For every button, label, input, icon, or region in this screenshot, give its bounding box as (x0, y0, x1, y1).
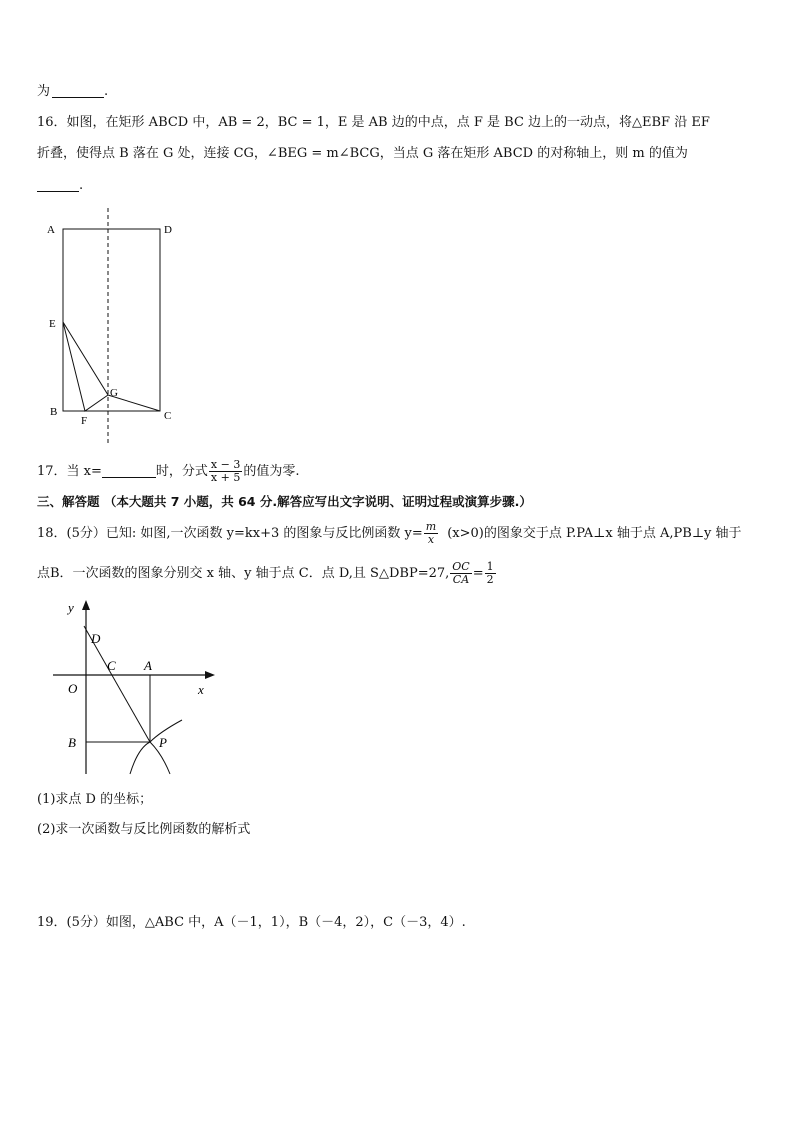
q18-line2-text: 点B．一次函数的图象分别交 x 轴、y 轴于点 C．点 D,且 S△DBP=27, (37, 566, 450, 581)
q15-tail (37, 82, 108, 102)
label-y: y (68, 600, 74, 615)
q18-part1: 18．(5分）已知: 如图,一次函数 y=kx+3 的图象与反比例函数 y= (37, 526, 423, 541)
q18-frac-half-num: 1 (486, 560, 494, 573)
q18-sub2: (2)求一次函数与反比例函数的解析式 (37, 822, 251, 837)
q18-line2 (37, 560, 497, 588)
q16-answer-blank (37, 177, 79, 192)
q18-frac-half-den: 2 (486, 573, 494, 586)
q17 (37, 458, 299, 486)
q17-frac-den: x + 5 (210, 471, 241, 484)
q18-frac-mx (424, 521, 438, 546)
q17-frac-num: x − 3 (210, 458, 241, 471)
q15-answer-blank (52, 83, 104, 98)
q16-line1: 16．如图，在矩形 ABCD 中，AB = 2，BC = 1，E 是 AB 边的中点，点 F 是 BC 边上的一动点，将△EBF 沿 EF (37, 115, 710, 130)
q18-equals: = (472, 566, 484, 581)
q18-frac-oc-ca (450, 561, 471, 586)
label-c: C (164, 410, 172, 422)
q17-suffix: 的值为零. (243, 464, 300, 479)
rectangle-abcd (63, 229, 160, 411)
q18-frac-oc: OC (452, 560, 470, 573)
curve-left-part (130, 720, 182, 774)
q18-frac-mx-num: m (425, 520, 437, 533)
q16-figure (40, 204, 190, 448)
label-c: C (107, 658, 116, 673)
q18-figure (50, 598, 220, 780)
q16-line2: 折叠，使得点 B 落在 G 处，连接 CG，∠BEG = m∠BCG，当点 G 落在矩形 ABCD 的对称轴上，则 m 的值为 (37, 146, 688, 161)
q18-frac-mx-den: x (427, 533, 435, 546)
q15-suffix: . (104, 84, 109, 99)
x-axis-arrow (205, 671, 215, 679)
q16-line3 (37, 176, 83, 196)
q18-line1 (37, 520, 742, 548)
q17-mid: 时，分式 (155, 464, 208, 479)
q18-frac-ca: CA (452, 573, 470, 586)
q16-end: . (79, 178, 84, 193)
label-p: P (159, 735, 167, 750)
label-b: B (50, 406, 58, 418)
q15-prefix: 为 (37, 84, 51, 99)
label-e: E (49, 318, 56, 330)
label-b: B (68, 735, 76, 750)
section3-heading: 三、解答题 （本大题共 7 小题，共 64 分.解答应写出文字说明、证明过程或演算步骤.） (37, 494, 532, 509)
label-o: O (68, 681, 78, 696)
label-a: A (144, 658, 152, 673)
label-a: A (47, 224, 55, 236)
q18-sub1: (1)求点 D 的坐标； (37, 792, 153, 807)
fold-triangle (63, 322, 108, 411)
label-g: G (110, 387, 118, 399)
q18-frac-half (485, 561, 496, 586)
q18-part2: (x>0)的图象交于点 P.PA⊥x 轴于点 A,PB⊥y 轴于 (447, 526, 742, 541)
label-x: x (198, 682, 204, 697)
q17-answer-blank (102, 463, 156, 478)
y-axis-arrow (82, 600, 90, 610)
q17-prefix: 17．当 x= (37, 464, 102, 479)
q17-fraction (209, 459, 242, 484)
label-d: D (164, 224, 172, 236)
label-d: D (91, 631, 101, 646)
label-f: F (81, 415, 88, 427)
q19: 19．(5分）如图，△ABC 中，A（－1，1），B（－4，2），C（－3，4）. (37, 915, 466, 930)
